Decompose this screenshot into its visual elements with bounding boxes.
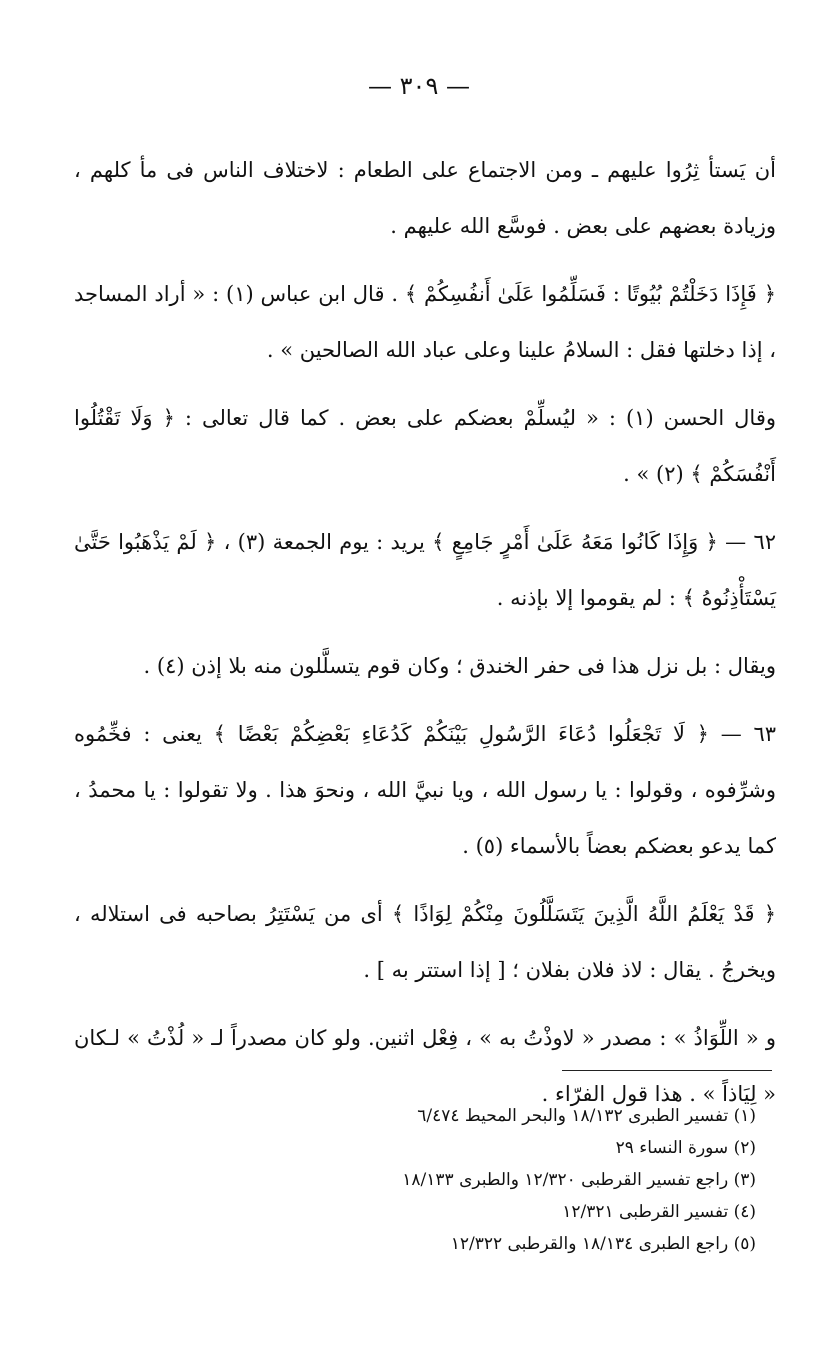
paragraph-verse-63: ٦٣ — ﴿ لَا تَجْعَلُوا دُعَاءَ الرَّسُولِ بَيْنَكُمْ كَدُعَاءِ بَعْضِكُمْ بَعْضًا ﴾ يعنى : فخِّمُوه وشرِّفوه ، وقولوا : يا رسول الله ، ويا نبيَّ الله ، ونحوَ هذا . ولا تقولوا : يا محمدُ ، كما يدعو بعضكم بعضاً بالأسماء (٥) . bbox=[74, 722, 776, 858]
paragraph-greeting-verse: ﴿ فَإِذَا دَخَلْتُمْ بُيُوتًا : فَسَلِّمُوا عَلَىٰ أَنفُسِكُمْ ﴾ . قال ابن عباس (١) : « أراد المساجد ، إذا دخلتها فقل : السلامُ علينا وعلى عباد الله الصالحين » . bbox=[74, 282, 776, 362]
paragraph-liwadh-verse: ﴿ قَدْ يَعْلَمُ اللَّهُ الَّذِينَ يَتَسَلَّلُونَ مِنْكُمْ لِوَاذًا ﴾ أى من يَسْتَتِرُ بصاحبه فى استلاله ، ويخرجُ . يقال : لاذ فلان بفلان ؛ [ إذا استتر به ] . bbox=[74, 902, 776, 982]
footnote-4: (٤) تفسير القرطبى ١٢/٣٢١ bbox=[562, 1202, 756, 1222]
footnote-1: (١) تفسير الطبرى ١٨/١٣٢ والبحر المحيط ٦/٤٧٤ bbox=[417, 1106, 756, 1126]
paragraph-hasan-saying: وقال الحسن (١) : « ليُسلِّمْ بعضكم على بعض . كما قال تعالى : ﴿ وَلَا تَقْتُلُوا أَنْفُسَكُمْ ﴾ (٢) » . bbox=[74, 406, 777, 486]
footnote-3: (٣) راجع تفسير القرطبى ١٢/٣٢٠ والطبرى ١٨/١٣٣ bbox=[402, 1170, 756, 1190]
body-text bbox=[74, 142, 776, 1134]
paragraph-intro: أن يَستأ ثِرُوا عليهم ـ ومن الاجتماع على الطعام : لاختلاف الناس فى مأ كلهم ، وزيادة بعضهم على بعض . فوسَّع الله عليهم . bbox=[74, 158, 776, 238]
footnote-divider bbox=[562, 1070, 772, 1071]
footnote-5: (٥) راجع الطبرى ١٨/١٣٤ والقرطبى ١٢/٣٢٢ bbox=[450, 1234, 756, 1254]
paragraph-liwadh-grammar: و « اللِّوَاذُ » : مصدر « لاوذْتُ به » ، فِعْل اثنين. ولو كان مصدراً لـ « لُذْتُ » لـكان « لِيَاذاً » . هذا قول الفرّاء . bbox=[74, 1026, 776, 1106]
paragraph-trench: ويقال : بل نزل هذا فى حفر الخندق ؛ وكان قوم يتسلَّلون منه بلا إذن (٤) . bbox=[143, 654, 776, 678]
page-number: — ٣٠٩ — bbox=[368, 72, 470, 100]
footnote-2: (٢) سورة النساء ٢٩ bbox=[615, 1138, 756, 1158]
paragraph-verse-62: ٦٢ — ﴿ وَإِذَا كَانُوا مَعَهُ عَلَىٰ أَمْرٍ جَامِعٍ ﴾ يريد : يوم الجمعة (٣) ، ﴿ لَمْ يَذْهَبُوا حَتَّىٰ يَسْتَأْذِنُوهُ ﴾ : لم يقوموا إلا بإذنه . bbox=[74, 530, 776, 610]
footnotes-list bbox=[300, 1100, 756, 1260]
